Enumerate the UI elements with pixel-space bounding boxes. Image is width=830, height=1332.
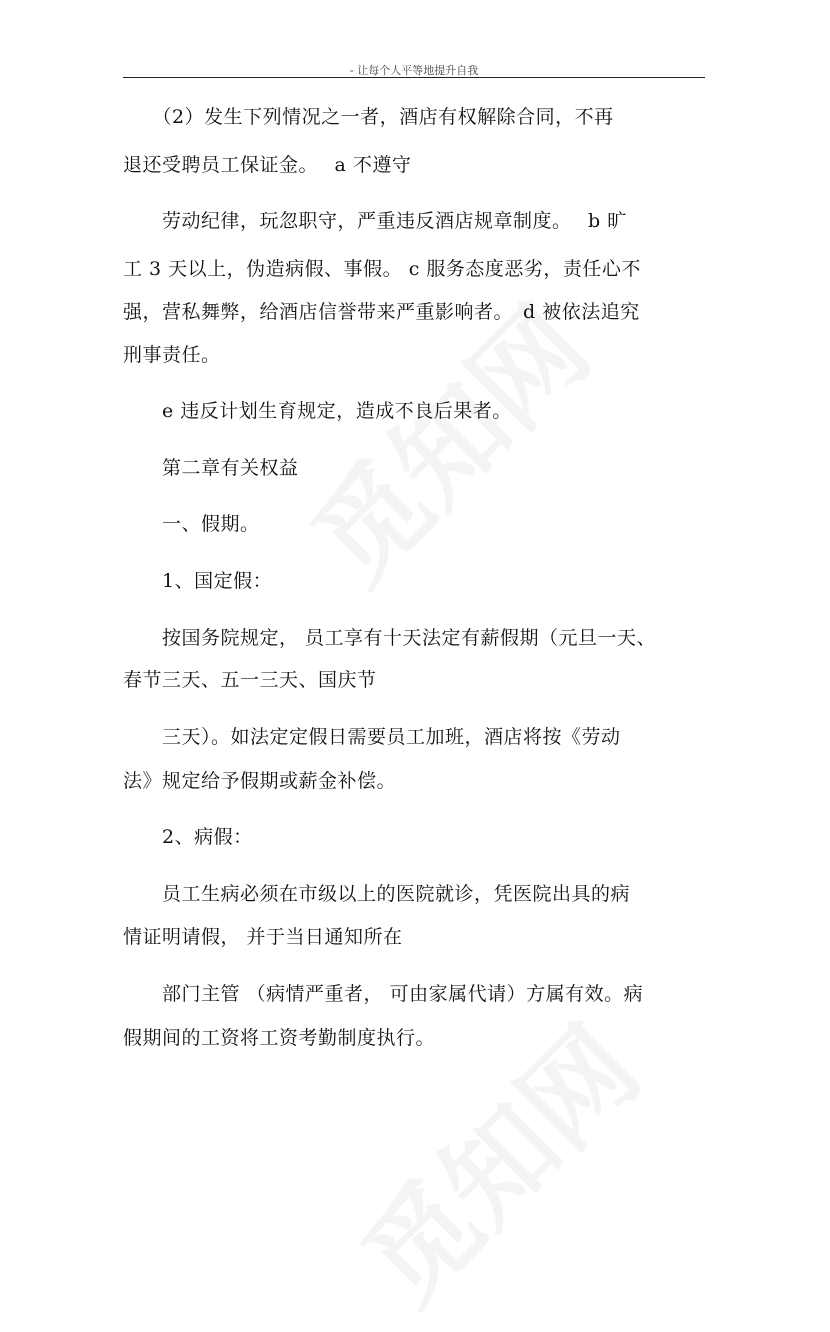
paragraph-line: 劳动纪律，玩忽职守，严重违反酒店规章制度。 b 旷 [123,210,627,232]
paragraph-line: 法》规定给予假期或薪金补偿。 [123,770,397,792]
paragraph-line: 刑事责任。 [123,344,221,366]
paragraph-line: 春节三天、五一三天、国庆节 [123,669,377,691]
item-heading: 1、国定假： [123,570,273,592]
header-divider [123,77,705,78]
paragraph-line: 退还受聘员工保证金。 a 不遵守 [123,154,412,176]
paragraph-line: 三天）。如法定定假日需要员工加班，酒店将按《劳动 [123,726,621,748]
paragraph-line: 部门主管 （病情严重者， 可由家属代请）方属有效。病 [123,983,644,1005]
item-heading: 2、病假： [123,826,253,848]
paragraph-line: 假期间的工资将工资考勤制度执行。 [123,1027,436,1049]
page-header: - 让每个人平等地提升自我 [349,64,479,77]
paragraph-line: 情证明请假， 并于当日通知所在 [123,926,403,948]
paragraph-line: 员工生病必须在市级以上的医院就诊，凭医院出具的病 [123,883,631,905]
paragraph-line: e 违反计划生育规定，造成不良后果者。 [123,400,512,422]
paragraph-line: 强，营私舞弊，给酒店信誉带来严重影响者。 d 被依法追究 [123,301,640,323]
paragraph-line: （2）发生下列情况之一者，酒店有权解除合同，不再 [123,106,614,128]
paragraph-line: 工 3 天以上，伪造病假、事假。 c 服务态度恶劣，责任心不 [123,258,641,280]
paragraph-line: 按国务院规定， 员工享有十天法定有薪假期（元旦一天、 [123,627,657,649]
section-heading: 第二章有关权益 [123,457,299,479]
subsection-heading: 一、假期。 [123,513,260,535]
